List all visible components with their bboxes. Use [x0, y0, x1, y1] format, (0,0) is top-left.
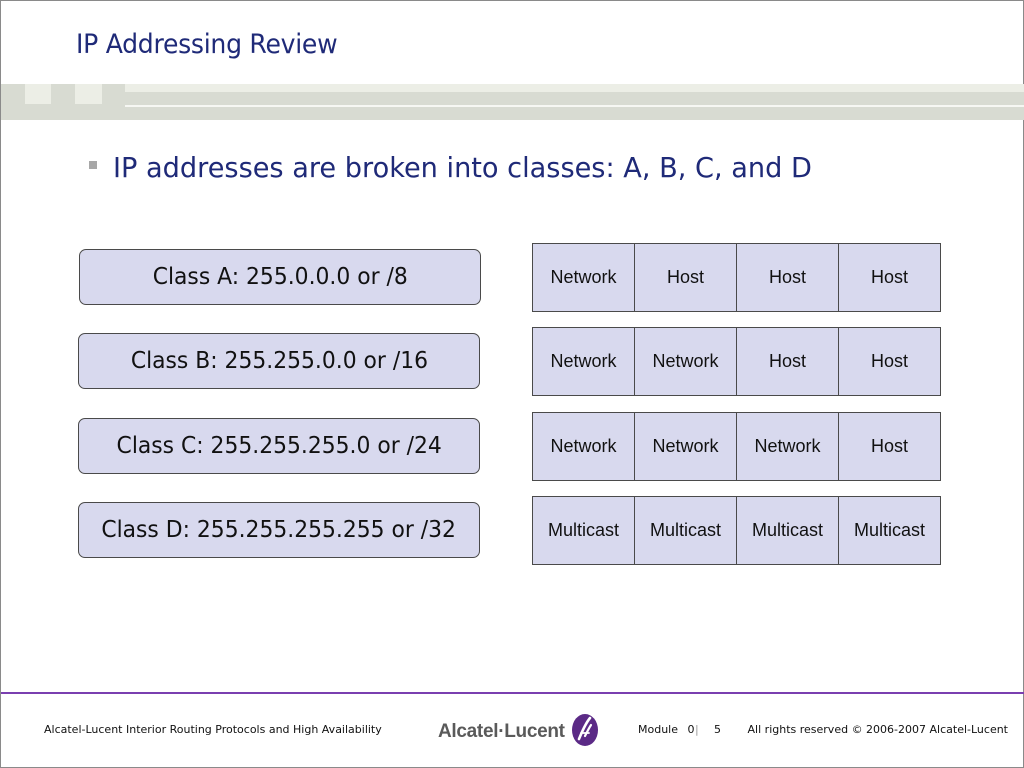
class-c-box — [78, 418, 480, 474]
slide-title: IP Addressing Review — [76, 29, 338, 60]
octet-cell: Multicast — [737, 497, 839, 564]
footer-separator: | — [695, 723, 699, 736]
module-label: Module — [638, 723, 678, 736]
class-a-octet-table — [532, 243, 941, 312]
octet-cell: Host — [737, 244, 839, 311]
footer-course-title: Alcatel-Lucent Interior Routing Protocols and High Availability — [44, 723, 382, 736]
octet-cell: Network — [533, 244, 635, 311]
octet-cell: Multicast — [853, 520, 925, 540]
footer-rule — [1, 692, 1024, 694]
octet-cell: Multicast — [635, 497, 737, 564]
header-band-block — [25, 92, 51, 104]
header-band-block — [102, 84, 125, 104]
class-b-octet-table — [532, 327, 941, 396]
bullet-text: IP addresses are broken into classes: A, B, C, and D — [113, 151, 812, 184]
module-number: 0 — [687, 723, 695, 736]
header-band-block — [75, 92, 102, 104]
company-logo — [438, 712, 600, 752]
octet-cell: Host — [870, 436, 908, 456]
octet-cell: Network — [533, 328, 635, 395]
footer-copyright: All rights reserved © 2006-2007 Alcatel-Lucent — [747, 723, 1008, 736]
class-b-box — [78, 333, 480, 389]
class-a-box — [79, 249, 481, 305]
octet-cell: Host — [635, 244, 737, 311]
header-band-highlight — [125, 105, 1024, 107]
octet-cell: Network — [635, 328, 737, 395]
class-label: Class D: 255.255.255.255 or /32 — [101, 517, 457, 543]
class-label: Class C: 255.255.255.0 or /24 — [116, 433, 442, 459]
class-d-box — [78, 502, 480, 558]
class-label: Class B: 255.255.0.0 or /16 — [130, 348, 428, 374]
octet-cell: Host — [870, 267, 908, 287]
class-label: Class A: 255.0.0.0 or /8 — [152, 264, 408, 290]
footer-module — [638, 723, 695, 736]
octet-cell: Host — [737, 328, 839, 395]
octet-cell: Network — [737, 413, 839, 480]
octet-cell: Network — [635, 413, 737, 480]
class-c-octet-table — [532, 412, 941, 481]
header-band-block — [1, 84, 25, 104]
octet-cell: Multicast — [533, 497, 635, 564]
page-number: 5 — [714, 723, 721, 736]
octet-cell: Network — [533, 413, 635, 480]
octet-cell: Host — [870, 351, 908, 371]
bullet-item — [89, 151, 833, 184]
square-bullet-icon — [89, 161, 97, 169]
alcatel-lucent-logo-icon — [570, 712, 600, 752]
class-d-octet-table — [532, 496, 941, 565]
logo-wordmark: Alcatel·Lucent — [438, 721, 565, 742]
header-band-block — [51, 84, 75, 104]
